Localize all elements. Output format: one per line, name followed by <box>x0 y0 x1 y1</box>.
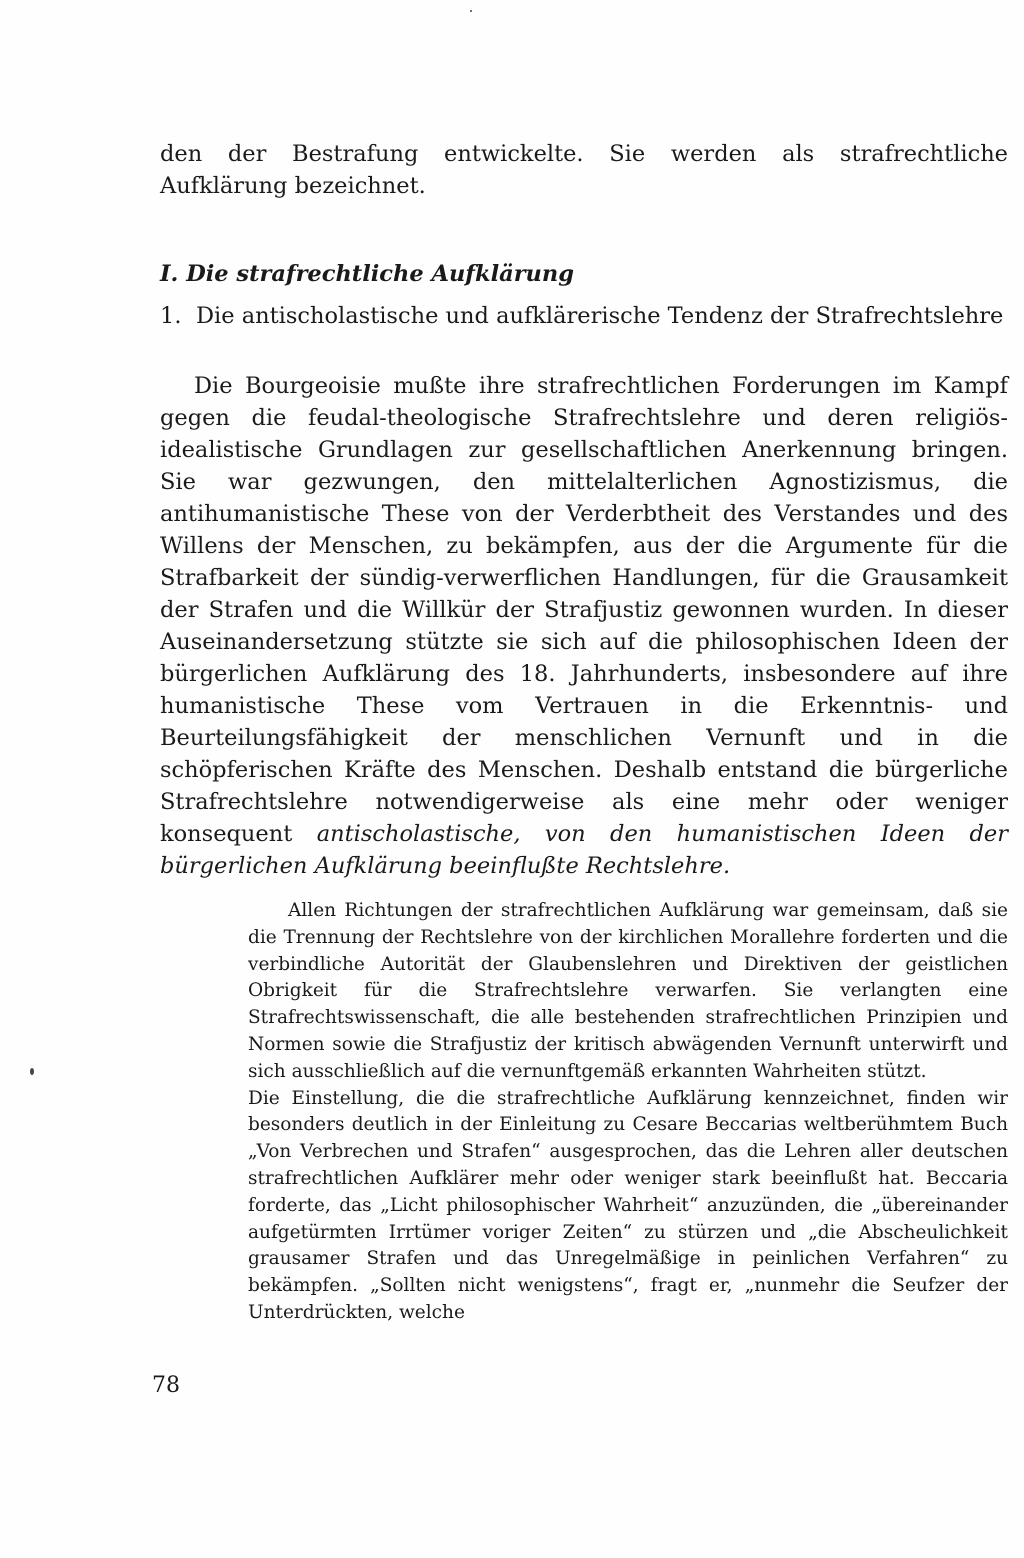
page-content <box>160 138 1008 1327</box>
scan-speck <box>30 1068 34 1075</box>
page-number: 78 <box>152 1373 180 1398</box>
scan-speck <box>470 10 472 12</box>
small-paragraph-2: Die Einstellung, die die strafrechtliche Aufklärung kennzeichnet, finden wir besonders deutlich in der Einleitung zu Cesare Beccarias weltberühmtem Buch „Von Verbrechen und Strafen“ ausgesprochen, das die Lehren aller deutschen strafrechtlichen Aufklärer mehr oder weniger stark beeinflußt hat. Beccaria forderte, das „Licht philosophischer Wahrheit“ anzuzünden, die „übereinander aufgetürmten Irrtümer voriger Zeiten“ zu stürzen und „die Abscheulichkeit grausamer Strafen und das Unregelmäßige in peinlichen Verfahren“ zu bekämpfen. „Sollten nicht wenigstens“, fragt er, „nunmehr die Seufzer der Unterdrückten, welche <box>248 1087 1008 1323</box>
small-paragraph-1: Allen Richtungen der strafrechtlichen Aufklärung war gemeinsam, daß sie die Trennung der Rechtslehre von der kirchlichen Morallehre forderten und die verbindliche Autorität der Glaubenslehren und Direktiven der geistlichen Obrigkeit für die Strafrechtslehre verwarfen. Sie verlangten eine Strafrechtswissenschaft, die alle bestehenden strafrechtlichen Prinzipien und Normen sowie die Strafjustiz der kritisch abwägenden Vernunft unterwirft und sich ausschließlich auf die vernunftgemäß erkannten Wahrheiten stützt. <box>248 900 1008 1082</box>
main-paragraph-emphasis: antischolastische, von den humanistischen Ideen der bürgerlichen Aufklärung beeinflußte Rechtslehre. <box>160 821 1008 879</box>
subsection-title: Die antischolastische und aufklärerische Tendenz der Strafrechtslehre <box>196 303 1004 329</box>
main-paragraph <box>160 370 1008 882</box>
subsection-heading <box>160 300 1008 332</box>
main-paragraph-text: Die Bourgeoisie mußte ihre strafrechtlichen Forderungen im Kampf gegen die feudal-theologische Strafrechtslehre und deren religiös-idealistische Grundlagen zur gesellschaftlichen Anerkennung bringen. Sie war gezwungen, den mittelalterlichen Agnostizismus, die antihumanistische These von der Verderbtheit des Verstandes und des Willens der Menschen, zu bekämpfen, aus der die Argumente für die Strafbarkeit der sündig-verwerflichen Handlungen, für die Grausamkeit der Strafen und die Willkür der Strafjustiz gewonnen wurden. In dieser Auseinandersetzung stützte sie sich auf die philosophischen Ideen der bürgerlichen Aufklärung des 18. Jahrhunderts, insbesondere auf ihre humanistische These vom Vertrauen in die Erkenntnis- und Beurteilungsfähigkeit der menschlichen Vernunft und in die schöpferischen Kräfte des Menschen. Deshalb entstand die bürgerliche Strafrechtslehre notwendigerweise als eine mehr oder weniger konsequent <box>160 373 1008 847</box>
intro-paragraph: den der Bestrafung entwickelte. Sie werden als strafrechtliche Aufklärung bezeichnet. <box>160 141 1008 199</box>
section-heading: I. Die strafrechtliche Aufklärung <box>160 261 575 287</box>
subsection-number: 1. <box>160 303 182 329</box>
